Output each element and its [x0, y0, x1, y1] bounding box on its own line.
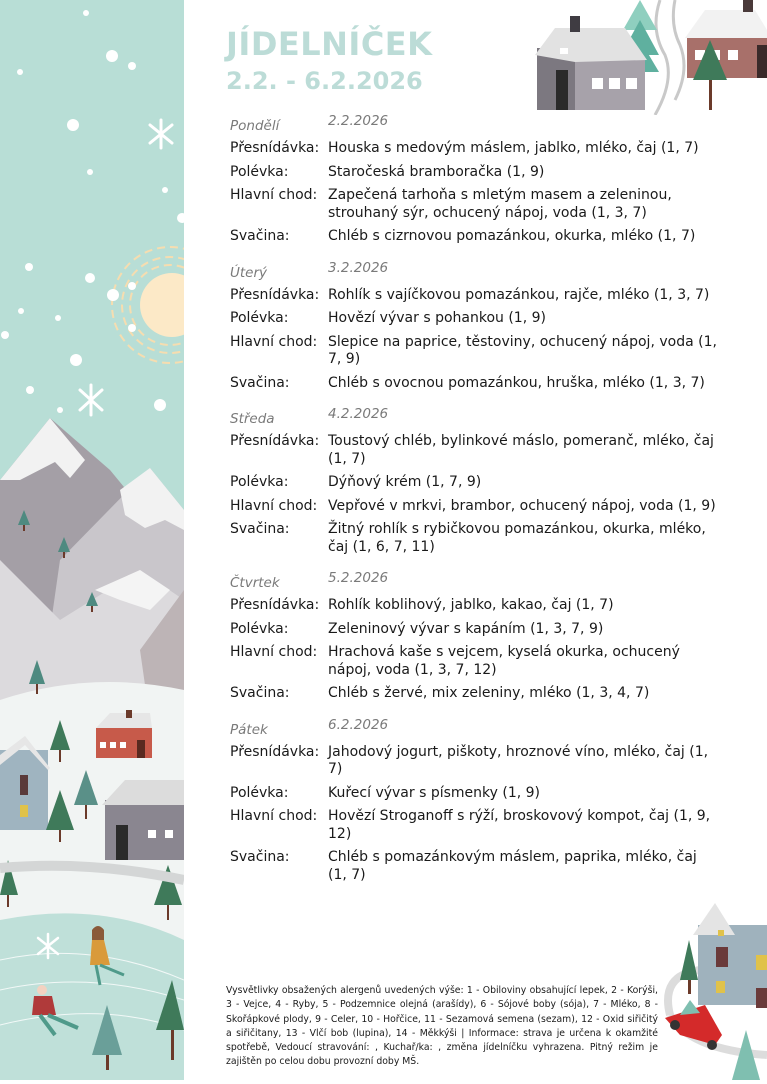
menu-row-snack-pm	[230, 685, 730, 703]
menu-row-soup	[230, 310, 730, 328]
label: Polévka:	[230, 784, 289, 801]
house-car-illustration	[660, 895, 767, 1080]
menu-row-soup	[230, 164, 730, 182]
dish: Staročeská bramboračka (1, 9)	[328, 163, 545, 180]
dish: Zapečená tarhoňa s mletým masem a zeleninou, strouhaný sýr, ochucený nápoj, voda (1, 3, 7)	[328, 187, 672, 221]
menu-row-snack-pm	[230, 521, 730, 556]
dish: Vepřové v mrkvi, brambor, ochucený nápoj, voda (1, 9)	[328, 497, 716, 514]
house-blue	[693, 903, 767, 1008]
dish: Hovězí vývar s pohankou (1, 9)	[328, 310, 546, 326]
menu-row-main	[230, 808, 730, 843]
day-date: 4.2.2026	[328, 406, 389, 422]
menu-row-main	[230, 644, 730, 679]
dish: Chléb s žervé, mix zeleniny, mléko (1, 3, 4, 7)	[328, 685, 650, 701]
label: Svačina:	[230, 849, 290, 865]
menu-row-soup	[230, 785, 730, 803]
day-name: Pátek	[230, 721, 268, 738]
label: Svačina:	[230, 228, 290, 244]
label: Polévka:	[230, 474, 289, 490]
menu-row-snack-pm	[230, 228, 730, 246]
label: Přesnídávka:	[230, 743, 320, 760]
dish: Rohlík s vajíčkovou pomazánkou, rajče, mléko (1, 3, 7)	[328, 286, 710, 303]
houses-illustration-top	[525, 0, 767, 115]
day-name: Úterý	[230, 264, 268, 281]
label: Hlavní chod:	[230, 644, 318, 660]
day-section	[230, 259, 730, 393]
menu-row-snack-am	[230, 287, 730, 305]
house-red	[685, 0, 767, 78]
menu-row-main	[230, 498, 730, 516]
house-grey	[535, 16, 647, 110]
dish: Chléb s pomazánkovým máslem, paprika, mléko, čaj (1, 7)	[328, 849, 697, 883]
day-section	[230, 716, 730, 885]
label: Polévka:	[230, 163, 289, 180]
allergen-legend: Vysvětlivky obsažených alergenů uvedených výše: 1 - Obiloviny obsahující lepek, 2 - Korýši, 3 - Vejce, 4 - Ryby, 5 - Podzemnice olejná (arašídy), 6 - Sójové boby (sója), 7 - Mléko, 8 - Skořápkové plody, 9 - Celer, 10 - Hořčice, 11 - Sezamová semena (sezam), 12 - Oxid siřičitý a siřičitany, 13 - Vlčí bob (lupina), 14 - Měkkýši | Informace: strava je určena k okamžité spotřebě, Vedoucí stravování: , Kuchař/ka: , změna jídelníčku vyhrazena. Pitný režim je zajištěn po celou dobu provozní doby MŠ.	[226, 985, 658, 1068]
dish: Žitný rohlík s rybičkovou pomazánkou, okurka, mléko, čaj (1, 6, 7, 11)	[328, 521, 706, 555]
day-section	[230, 569, 730, 703]
dish: Chléb s ovocnou pomazánkou, hruška, mléko (1, 3, 7)	[328, 374, 705, 391]
dish: Chléb s cizrnovou pomazánkou, okurka, mléko (1, 7)	[328, 228, 696, 244]
day-section	[230, 112, 730, 246]
label: Přesnídávka:	[230, 597, 320, 613]
menu-row-main	[230, 334, 730, 369]
day-date: 2.2.2026	[328, 113, 389, 129]
menu-row-snack-am	[230, 744, 730, 779]
label: Přesnídávka:	[230, 140, 320, 156]
car-icon	[665, 1000, 722, 1050]
label: Hlavní chod:	[230, 333, 318, 350]
menu-row-snack-am	[230, 433, 730, 468]
day-name: Pondělí	[230, 118, 280, 134]
weekly-menu	[230, 112, 730, 897]
label: Polévka:	[230, 620, 289, 637]
label: Svačina:	[230, 521, 290, 537]
dish: Toustový chléb, bylinkové máslo, pomeranč, mléko, čaj (1, 7)	[328, 433, 714, 467]
dish: Kuřecí vývar s písmenky (1, 9)	[328, 784, 541, 801]
winter-illustration	[0, 0, 184, 1080]
dish: Rohlík koblihový, jablko, kakao, čaj (1, 7)	[328, 597, 614, 613]
dish: Dýňový krém (1, 7, 9)	[328, 474, 482, 490]
menu-row-soup	[230, 474, 730, 492]
page-title: JÍDELNÍČEK	[226, 25, 433, 63]
label: Hlavní chod:	[230, 808, 318, 824]
label: Svačina:	[230, 374, 290, 391]
house-grey	[102, 780, 184, 860]
menu-row-main	[230, 187, 730, 222]
dish: Slepice na paprice, těstoviny, ochucený nápoj, voda (1, 7, 9)	[328, 333, 717, 367]
label: Přesnídávka:	[230, 286, 320, 303]
dish: Jahodový jogurt, piškoty, hroznové víno, mléko, čaj (1, 7)	[328, 743, 709, 777]
menu-row-snack-pm	[230, 849, 730, 884]
dish: Hovězí Stroganoff s rýží, broskovový kompot, čaj (1, 9, 12)	[328, 808, 711, 842]
dish: Houska s medovým máslem, jablko, mléko, čaj (1, 7)	[328, 140, 699, 156]
day-name: Čtvrtek	[230, 575, 280, 591]
label: Hlavní chod:	[230, 497, 318, 514]
date-range: 2.2. - 6.2.2026	[226, 67, 423, 95]
label: Svačina:	[230, 685, 290, 701]
menu-row-snack-pm	[230, 375, 730, 393]
day-name: Středa	[230, 411, 275, 427]
menu-row-soup	[230, 621, 730, 639]
dish: Hrachová kaše s vejcem, kyselá okurka, ochucený nápoj, voda (1, 3, 7, 12)	[328, 644, 680, 678]
dish: Zeleninový vývar s kapáním (1, 3, 7, 9)	[328, 620, 604, 637]
menu-row-snack-am	[230, 140, 730, 158]
menu-row-snack-am	[230, 597, 730, 615]
house-blue	[0, 736, 50, 830]
label: Hlavní chod:	[230, 187, 318, 203]
day-date: 3.2.2026	[328, 259, 389, 276]
label: Polévka:	[230, 310, 289, 326]
day-date: 5.2.2026	[328, 570, 389, 586]
day-date: 6.2.2026	[328, 716, 389, 733]
day-section	[230, 405, 730, 556]
label: Přesnídávka:	[230, 433, 320, 449]
